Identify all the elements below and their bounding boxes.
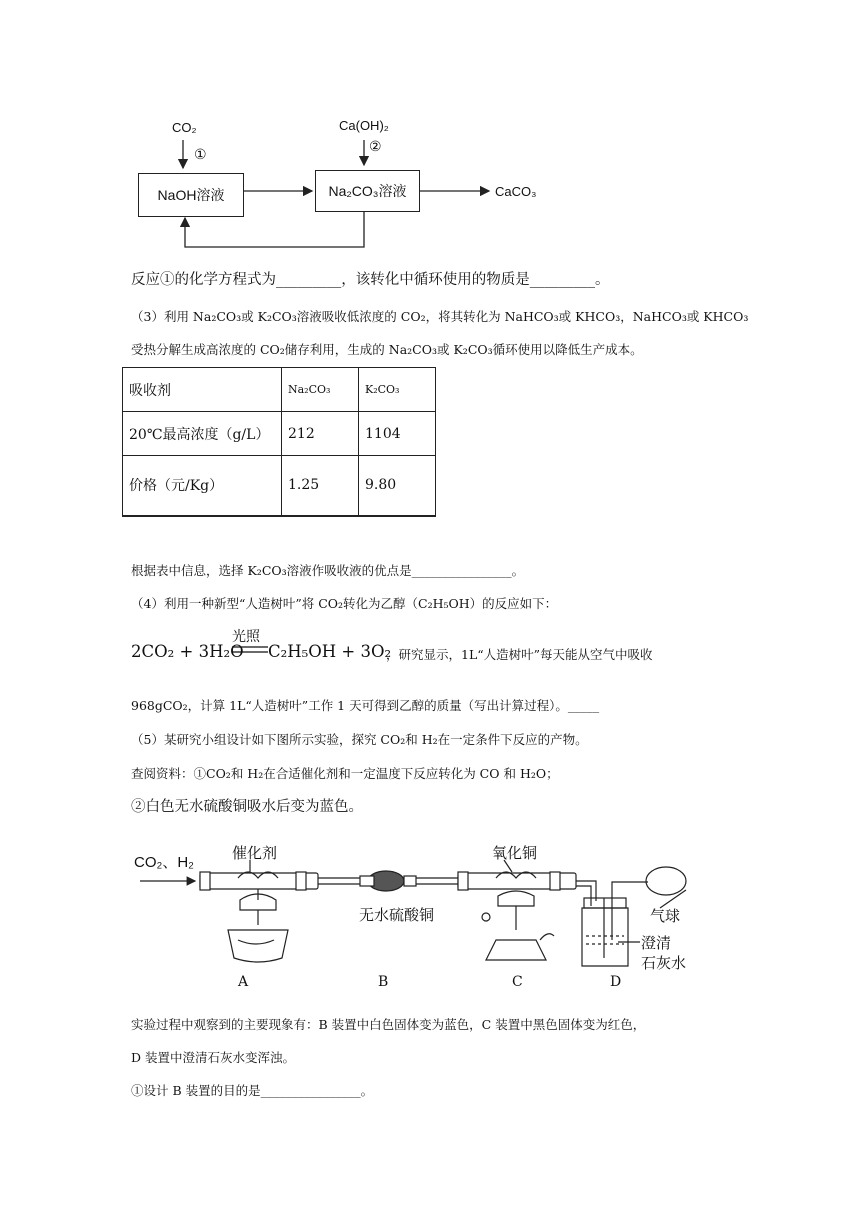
label-b: B (378, 974, 389, 990)
observation-line2: D 装置中澄清石灰水变浑浊。 (131, 1050, 295, 1065)
table-cell: 9.80 (359, 456, 436, 516)
flow-step1-label: ① (194, 146, 207, 162)
equation-left: 2CO₂ + 3H₂O (131, 642, 244, 661)
table-cell: 1.25 (282, 456, 359, 516)
observation-line1: 实验过程中观察到的主要现象有：B 装置中白色固体变为蓝色，C 装置中黑色固体变为红色， (131, 1017, 646, 1032)
limewater-label-2: 石灰水 (641, 955, 687, 972)
table-cell: 价格（元/Kg） (123, 456, 282, 516)
cuso4-label: 无水硫酸铜 (359, 907, 435, 924)
table-cell: Na₂CO₃ (282, 368, 359, 412)
gas-input-label: CO₂、H₂ (134, 854, 194, 871)
equation-condition: 光照 (232, 629, 260, 645)
na2co3-solution-label: Na₂CO₃溶液 (328, 183, 407, 199)
q3-line2: 受热分解生成高浓度的 CO₂储存利用，生成的 Na₂CO₃或 K₂CO₃循环使用以降低生产成本。 (131, 342, 643, 357)
q2-line: 反应①的化学方程式为_________，该转化中循环使用的物质是_________。 (131, 272, 610, 288)
table-cell: 212 (282, 412, 359, 456)
label-d: D (610, 974, 622, 990)
flow-co2-label: CO₂ (172, 120, 197, 135)
q3-line1: （3）利用 Na₂CO₃或 K₂CO₃溶液吸收低浓度的 CO₂，将其转化为 NaHCO₃或 KHCO₃，NaHCO₃或 KHCO₃ (131, 309, 749, 324)
label-c: C (512, 974, 523, 990)
equation-right: C₂H₅OH + 3O₂ (268, 642, 392, 661)
label-a: A (238, 974, 249, 990)
q4-intro: （4）利用一种新型“人造树叶”将 CO₂转化为乙醇（C₂H₅OH）的反应如下： (131, 596, 558, 611)
flow-caco3-label: CaCO₃ (495, 184, 537, 199)
equation-tail: ，研究显示，1L“人造树叶”每天能从空气中吸收 (386, 647, 653, 662)
table-cell: 吸收剂 (123, 368, 282, 412)
q5-intro: （5）某研究小组设计如下图所示实验，探究 CO₂和 H₂在一定条件下反应的产物。 (131, 732, 588, 747)
q5-ref2: ②白色无水硫酸铜吸水后变为蓝色。 (131, 799, 363, 815)
catalyst-label: 催化剂 (232, 845, 278, 862)
table-cell: K₂CO₃ (359, 368, 436, 412)
q5-ref1: 查阅资料：①CO₂和 H₂在合适催化剂和一定温度下反应转化为 CO 和 H₂O； (131, 766, 559, 781)
naoh-solution-label: NaOH溶液 (157, 187, 225, 203)
flow-caoh2-label: Ca(OH)₂ (339, 118, 389, 133)
q3-question: 根据表中信息，选择 K₂CO₃溶液作吸收液的优点是________________。 (131, 563, 525, 578)
table-cell: 20℃最高浓度（g/L） (123, 412, 282, 456)
balloon-label: 气球 (650, 908, 681, 925)
q5-question1: ①设计 B 装置的目的是________________。 (131, 1083, 374, 1098)
table-cell: 1104 (359, 412, 436, 456)
flow-step2-label: ② (369, 138, 382, 154)
q4-line2: 968gCO₂，计算 1L“人造树叶”工作 1 天可得到乙醇的质量（写出计算过程）。_____ (131, 698, 600, 713)
cuo-label: 氧化铜 (492, 845, 538, 862)
limewater-label-1: 澄清 (641, 935, 672, 952)
